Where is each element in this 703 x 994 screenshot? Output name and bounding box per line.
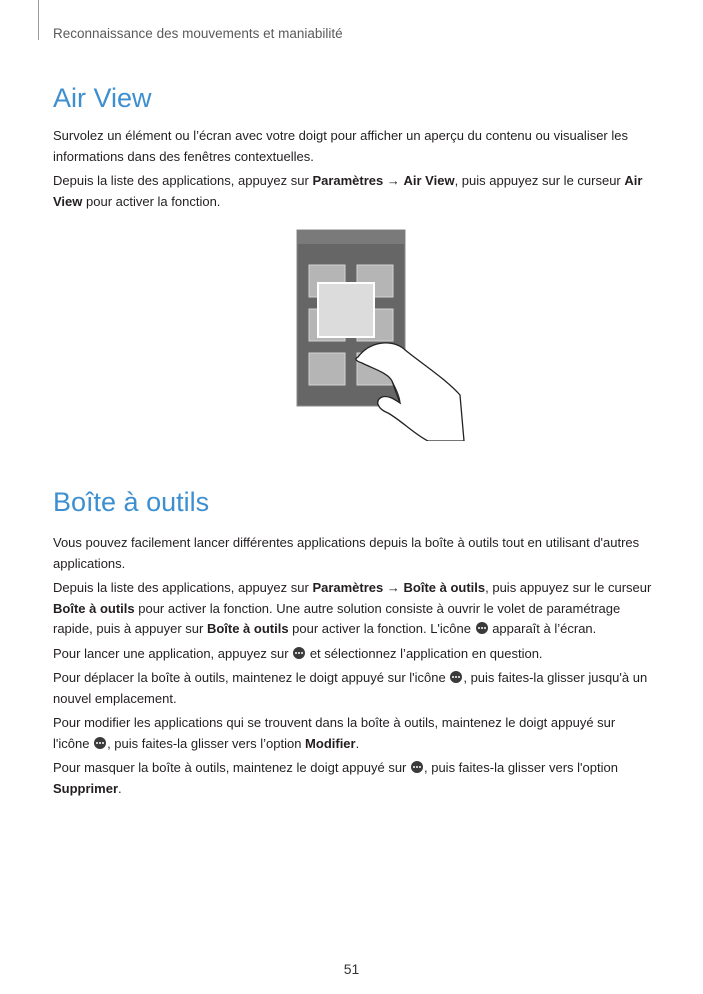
page-number: 51: [343, 961, 360, 977]
running-header: Reconnaissance des mouvements et maniabilité: [53, 26, 343, 41]
toolbox-intro: Vous pouvez facilement lancer différentes applications depuis la boîte à outils tout en utilisant d'autres applications.: [53, 535, 640, 571]
preview-popup: [318, 283, 374, 337]
toolbox-dots-icon: [94, 737, 106, 749]
toolbox-dots-icon: [293, 647, 305, 659]
toolbox-edit: Pour modifier les applications qui se trouvent dans la boîte à outils, maintenez le doigt appuyé sur l'icône , puis faites-la glisser vers l’option Modifier.: [53, 715, 616, 751]
toolbox-move: Pour déplacer la boîte à outils, maintenez le doigt appuyé sur l'icône , puis faites-la glisser jusqu'à un nouvel emplacement.: [53, 670, 648, 706]
toolbox-dots-icon: [411, 761, 423, 773]
toolbox-launch: Pour lancer une application, appuyez sur et sélectionnez l’application en question.: [53, 645, 543, 661]
margin-rule: [38, 0, 39, 40]
toolbox-activation: Depuis la liste des applications, appuyez sur Paramètres → Boîte à outils, puis appuyez sur le curseur Boîte à outils pour activer la fonction. Une autre solution consiste à ouvrir le volet de paramétrage rapide, puis à appuyer sur Boîte à outils pour activer la fonction. L'icône apparaît à l’écran.: [53, 580, 652, 636]
air-view-instructions: Depuis la liste des applications, appuyez sur Paramètres → Air View, puis appuyez sur le curseur Air View pour activer la fonction.: [53, 173, 643, 209]
toolbox-section: [53, 533, 653, 803]
toolbox-hide: Pour masquer la boîte à outils, maintenez le doigt appuyé sur , puis faites-la glisser vers l'option Supprimer.: [53, 760, 618, 796]
toolbox-heading: Boîte à outils: [53, 487, 210, 517]
air-view-heading: Air View: [53, 83, 152, 113]
app-tile: [309, 353, 345, 385]
toolbox-dots-icon: [476, 622, 488, 634]
status-bar: [297, 230, 405, 244]
air-view-section: [53, 126, 653, 216]
air-view-illustration: [296, 229, 466, 441]
air-view-intro: Survolez un élément ou l’écran avec votre doigt pour afficher un aperçu du contenu ou visualiser les informations dans des fenêtres contextuelles.: [53, 128, 628, 164]
toolbox-dots-icon: [450, 671, 462, 683]
